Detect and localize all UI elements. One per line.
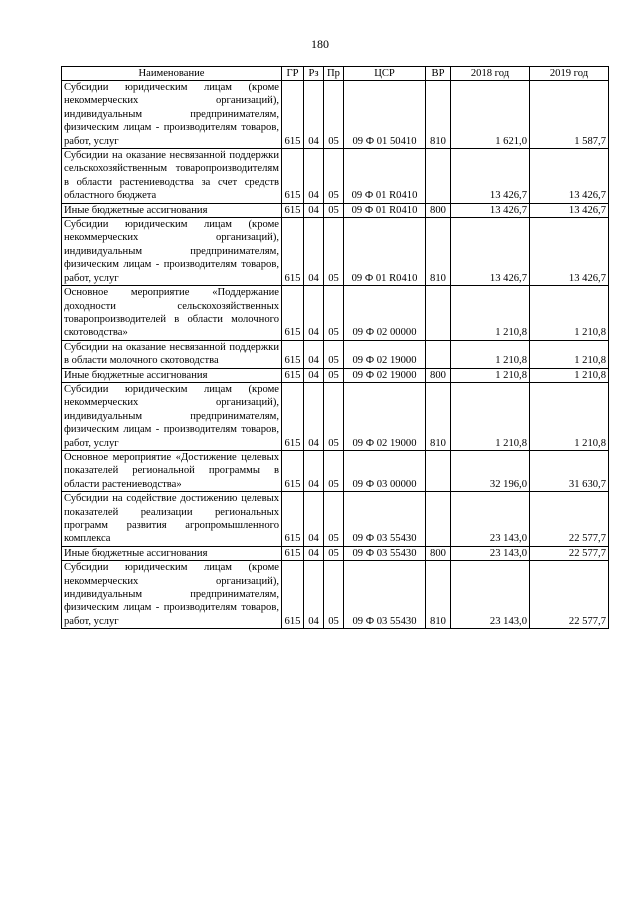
header-2018: 2018 год bbox=[451, 67, 530, 81]
cell-pr: 05 bbox=[324, 382, 344, 450]
table-body bbox=[62, 81, 609, 629]
table-row bbox=[62, 368, 609, 382]
cell-name: Субсидии юридическим лицам (кроме некоммерческих организаций), индивидуальным предпринимателям, физическим лицам - производителям товаров, работ, услуг bbox=[62, 561, 282, 629]
cell-gr: 615 bbox=[282, 492, 304, 547]
cell-vr: 810 bbox=[426, 218, 451, 286]
cell-rz: 04 bbox=[304, 546, 324, 560]
cell-vr: 800 bbox=[426, 203, 451, 217]
cell-gr: 615 bbox=[282, 368, 304, 382]
cell-rz: 04 bbox=[304, 286, 324, 341]
table-row bbox=[62, 492, 609, 547]
cell-csr: 09 Ф 03 55430 bbox=[344, 561, 426, 629]
cell-2018: 13 426,7 bbox=[451, 218, 530, 286]
cell-vr bbox=[426, 450, 451, 491]
table-row bbox=[62, 203, 609, 217]
cell-pr: 05 bbox=[324, 561, 344, 629]
table-row bbox=[62, 81, 609, 149]
cell-name: Субсидии юридическим лицам (кроме некоммерческих организаций), индивидуальным предпринимателям, физическим лицам - производителям товаров, работ, услуг bbox=[62, 81, 282, 149]
header-name: Наименование bbox=[62, 67, 282, 81]
cell-gr: 615 bbox=[282, 340, 304, 368]
cell-name: Субсидии на содействие достижению целевых показателей реализации региональных программ развития агропромышленного комплекса bbox=[62, 492, 282, 547]
cell-2019: 31 630,7 bbox=[530, 450, 609, 491]
cell-csr: 09 Ф 02 00000 bbox=[344, 286, 426, 341]
cell-gr: 615 bbox=[282, 149, 304, 204]
cell-pr: 05 bbox=[324, 203, 344, 217]
cell-2018: 1 210,8 bbox=[451, 286, 530, 341]
cell-2018: 1 210,8 bbox=[451, 382, 530, 450]
cell-vr bbox=[426, 340, 451, 368]
cell-vr: 800 bbox=[426, 546, 451, 560]
table-row bbox=[62, 561, 609, 629]
cell-pr: 05 bbox=[324, 340, 344, 368]
table-row bbox=[62, 149, 609, 204]
cell-rz: 04 bbox=[304, 368, 324, 382]
cell-pr: 05 bbox=[324, 286, 344, 341]
cell-2018: 23 143,0 bbox=[451, 561, 530, 629]
header-rz: Рз bbox=[304, 67, 324, 81]
cell-name: Субсидии на оказание несвязанной поддержки сельскохозяйственным товаропроизводителям в области растениеводства за счет средств областного бюджета bbox=[62, 149, 282, 204]
cell-gr: 615 bbox=[282, 81, 304, 149]
cell-vr bbox=[426, 492, 451, 547]
header-gr: ГР bbox=[282, 67, 304, 81]
cell-2019: 22 577,7 bbox=[530, 561, 609, 629]
cell-2019: 13 426,7 bbox=[530, 218, 609, 286]
cell-pr: 05 bbox=[324, 368, 344, 382]
cell-csr: 09 Ф 01 R0410 bbox=[344, 203, 426, 217]
cell-rz: 04 bbox=[304, 218, 324, 286]
cell-vr: 810 bbox=[426, 561, 451, 629]
cell-gr: 615 bbox=[282, 203, 304, 217]
budget-table bbox=[61, 66, 609, 629]
cell-gr: 615 bbox=[282, 286, 304, 341]
cell-csr: 09 Ф 02 19000 bbox=[344, 382, 426, 450]
cell-pr: 05 bbox=[324, 218, 344, 286]
table-row bbox=[62, 286, 609, 341]
cell-2019: 1 210,8 bbox=[530, 382, 609, 450]
cell-vr: 800 bbox=[426, 368, 451, 382]
cell-vr bbox=[426, 286, 451, 341]
cell-csr: 09 Ф 01 R0410 bbox=[344, 218, 426, 286]
cell-gr: 615 bbox=[282, 546, 304, 560]
cell-2018: 1 621,0 bbox=[451, 81, 530, 149]
cell-name: Иные бюджетные ассигнования bbox=[62, 546, 282, 560]
cell-csr: 09 Ф 03 55430 bbox=[344, 546, 426, 560]
cell-2018: 13 426,7 bbox=[451, 149, 530, 204]
cell-gr: 615 bbox=[282, 382, 304, 450]
cell-csr: 09 Ф 01 50410 bbox=[344, 81, 426, 149]
table-row bbox=[62, 450, 609, 491]
cell-pr: 05 bbox=[324, 81, 344, 149]
cell-name: Основное мероприятие «Достижение целевых показателей региональной программы в области растениеводства» bbox=[62, 450, 282, 491]
cell-rz: 04 bbox=[304, 450, 324, 491]
table-row bbox=[62, 218, 609, 286]
header-pr: Пр bbox=[324, 67, 344, 81]
cell-2019: 1 587,7 bbox=[530, 81, 609, 149]
cell-name: Субсидии юридическим лицам (кроме некоммерческих организаций), индивидуальным предпринимателям, физическим лицам - производителям товаров, работ, услуг bbox=[62, 382, 282, 450]
cell-csr: 09 Ф 03 55430 bbox=[344, 492, 426, 547]
cell-2019: 1 210,8 bbox=[530, 286, 609, 341]
cell-pr: 05 bbox=[324, 450, 344, 491]
table-row bbox=[62, 382, 609, 450]
cell-2019: 13 426,7 bbox=[530, 149, 609, 204]
cell-name: Иные бюджетные ассигнования bbox=[62, 368, 282, 382]
cell-name: Основное мероприятие «Поддержание доходности сельскохозяйственных товаропроизводителей в области молочного скотоводства» bbox=[62, 286, 282, 341]
cell-2019: 22 577,7 bbox=[530, 492, 609, 547]
header-vr: ВР bbox=[426, 67, 451, 81]
cell-rz: 04 bbox=[304, 382, 324, 450]
cell-gr: 615 bbox=[282, 561, 304, 629]
cell-csr: 09 Ф 02 19000 bbox=[344, 340, 426, 368]
table-header-row bbox=[62, 67, 609, 81]
header-csr: ЦСР bbox=[344, 67, 426, 81]
cell-pr: 05 bbox=[324, 546, 344, 560]
cell-2019: 1 210,8 bbox=[530, 340, 609, 368]
cell-csr: 09 Ф 01 R0410 bbox=[344, 149, 426, 204]
cell-pr: 05 bbox=[324, 149, 344, 204]
cell-rz: 04 bbox=[304, 340, 324, 368]
cell-rz: 04 bbox=[304, 203, 324, 217]
cell-gr: 615 bbox=[282, 450, 304, 491]
cell-2018: 23 143,0 bbox=[451, 492, 530, 547]
cell-vr bbox=[426, 149, 451, 204]
cell-name: Субсидии юридическим лицам (кроме некоммерческих организаций), индивидуальным предпринимателям, физическим лицам - производителям товаров, работ, услуг bbox=[62, 218, 282, 286]
cell-vr: 810 bbox=[426, 81, 451, 149]
cell-rz: 04 bbox=[304, 561, 324, 629]
cell-2018: 32 196,0 bbox=[451, 450, 530, 491]
cell-name: Субсидии на оказание несвязанной поддержки в области молочного скотоводства bbox=[62, 340, 282, 368]
cell-2018: 23 143,0 bbox=[451, 546, 530, 560]
cell-gr: 615 bbox=[282, 218, 304, 286]
cell-2018: 13 426,7 bbox=[451, 203, 530, 217]
cell-2019: 1 210,8 bbox=[530, 368, 609, 382]
cell-2018: 1 210,8 bbox=[451, 368, 530, 382]
cell-csr: 09 Ф 02 19000 bbox=[344, 368, 426, 382]
cell-vr: 810 bbox=[426, 382, 451, 450]
cell-csr: 09 Ф 03 00000 bbox=[344, 450, 426, 491]
header-2019: 2019 год bbox=[530, 67, 609, 81]
cell-rz: 04 bbox=[304, 149, 324, 204]
cell-2019: 22 577,7 bbox=[530, 546, 609, 560]
cell-2019: 13 426,7 bbox=[530, 203, 609, 217]
cell-rz: 04 bbox=[304, 492, 324, 547]
cell-name: Иные бюджетные ассигнования bbox=[62, 203, 282, 217]
cell-rz: 04 bbox=[304, 81, 324, 149]
page-number: 180 bbox=[311, 37, 329, 51]
table-row bbox=[62, 340, 609, 368]
table-row bbox=[62, 546, 609, 560]
cell-2018: 1 210,8 bbox=[451, 340, 530, 368]
cell-pr: 05 bbox=[324, 492, 344, 547]
